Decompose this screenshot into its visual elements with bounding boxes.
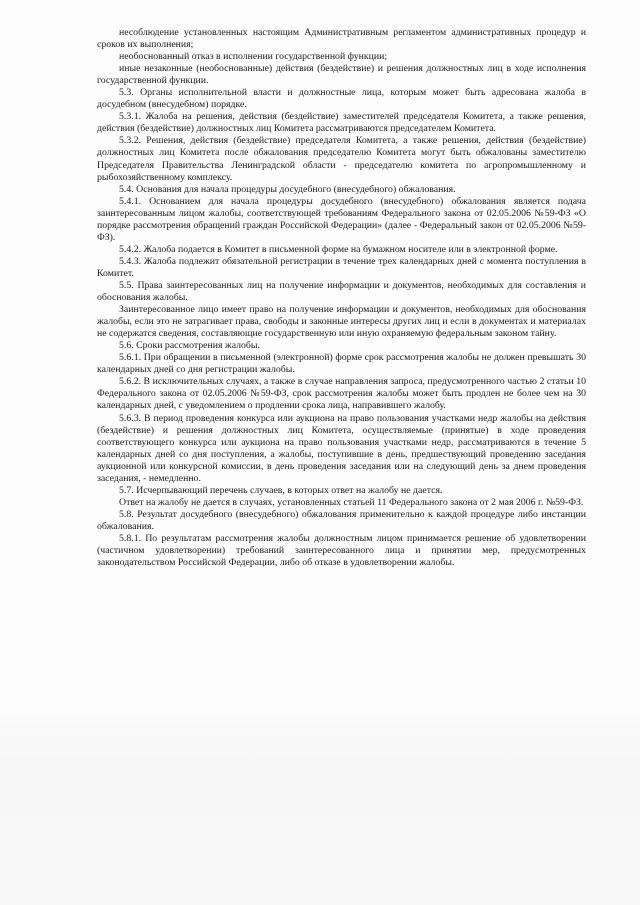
paragraph-other-illegal-actions: иные незаконные (необоснованные) действия (бездействие) и решения должностных лиц в ходе исполнения государственной функции. (97, 63, 586, 87)
paragraph-violation-procedures: несоблюдение установленных настоящим Административным регламентом административных процедур и сроков их выполнения; (97, 27, 586, 51)
paragraph-5-3-1: 5.3.1. Жалоба на решения, действия (бездействие) заместителей председателя Комитета, а также решения, действия (бездействие) должностных лиц Комитета рассматриваются председателем Комитета. (97, 111, 586, 135)
paragraph-5-3: 5.3. Органы исполнительной власти и должностные лица, которым может быть адресована жалоба в досудебном (внесудебном) порядке. (97, 87, 586, 111)
paragraph-5-4: 5.4. Основания для начала процедуры досудебного (внесудебного) обжалования. (119, 183, 456, 195)
paragraph-5-4-1: 5.4.1. Основанием для начала процедуры досудебного (внесудебного) обжалования является подача заинтересованным лицом жалобы, соответствующей требованиям Федерального закона от 02.05.2006 №59-ФЗ «О порядке рассмотрения обращений граждан Российской Федерации» (далее - Федеральный закон от 02.05.2006 №59-ФЗ). (97, 195, 586, 243)
paragraph-right-to-information: Заинтересованное лицо имеет право на получение информации и документов, необходимых для обоснования жалобы, если это не затрагивает права, свободы и законные интересы других лиц и если в документах и материалах не содержатся сведения, составляющие государственную или иную охраняемую федеральным законом тайну. (97, 304, 586, 340)
paragraph-5-6-1: 5.6.1. При обращении в письменной (электронной) форме срок рассмотрения жалобы не должен превышать 30 календарных дней со дня регистрации жалобы. (97, 352, 586, 376)
document-body (97, 27, 586, 569)
paragraph-5-5: 5.5. Права заинтересованных лиц на получение информации и документов, необходимых для составления и обоснования жалобы. (97, 279, 586, 304)
paragraph-refusal-function: необоснованный отказ в исполнении государственной функции; (119, 51, 388, 63)
page-bottom-area (0, 700, 640, 905)
paragraph-no-answer-cases: Ответ на жалобу не дается в случаях, установленных статьей 11 Федерального закона от 2 мая 2006 г. №59-ФЗ. (119, 496, 584, 508)
paragraph-5-4-3: 5.4.3. Жалоба подлежит обязательной регистрации в течение трех календарных дней с момента поступления в Комитет. (97, 255, 586, 279)
paragraph-5-6-2: 5.6.2. В исключительных случаях, а также в случае направления запроса, предусмотренного частью 2 статьи 10 Федерального закона от 02.05.2006 №59-ФЗ, срок рассмотрения жалобы может быть продлен не более чем на 30 календарных дней, с уведомлением о продлении срока лица, направившего жалобу. (97, 376, 586, 412)
paragraph-5-8-1: 5.8.1. По результатам рассмотрения жалобы должностным лицом принимается решение об удовлетворении (частичном удовлетворении) требований заинтересованного лица и принятии мер, предусмотренных законодательством Российской Федерации, либо об отказе в удовлетворении жалобы. (97, 532, 586, 569)
paragraph-5-3-2: 5.3.2. Решения, действия (бездействие) председателя Комитета, а также решения, действия (бездействие) должностных лиц Комитета после обжалования председателю Комитета могут быть обжалованы заместителю Председателя Правительства Ленинградской области - председателю комитета по агропромышленному и рыбохозяйственному комплексу. (97, 135, 586, 183)
paragraph-5-6-3: 5.6.3. В период проведения конкурса или аукциона на право пользования участками недр жалобы на действия (бездействие) и решения должностных лиц Комитета, осуществляемые (принятые) в ходе проведения соответствующего конкурса или аукциона на право пользования участками недр, рассматриваются в течение 5 календарных дней со дня поступления, а жалобы, поступившие в день, предшествующий проведению заседания аукционной или конкурсной комиссии, в день проведения заседания или на следующий день за днем проведения заседания, - немедленно. (97, 412, 586, 484)
paragraph-5-6: 5.6. Сроки рассмотрения жалобы. (119, 340, 260, 352)
paragraph-5-7: 5.7. Исчерпывающий перечень случаев, в которых ответ на жалобу не дается. (119, 484, 443, 496)
paragraph-5-4-2: 5.4.2. Жалоба подается в Комитет в письменной форме на бумажном носителе или в электронной форме. (119, 243, 558, 255)
paragraph-5-8: 5.8. Результат досудебного (внесудебного) обжалования применительно к каждой процедуре либо инстанции обжалования. (97, 508, 586, 532)
